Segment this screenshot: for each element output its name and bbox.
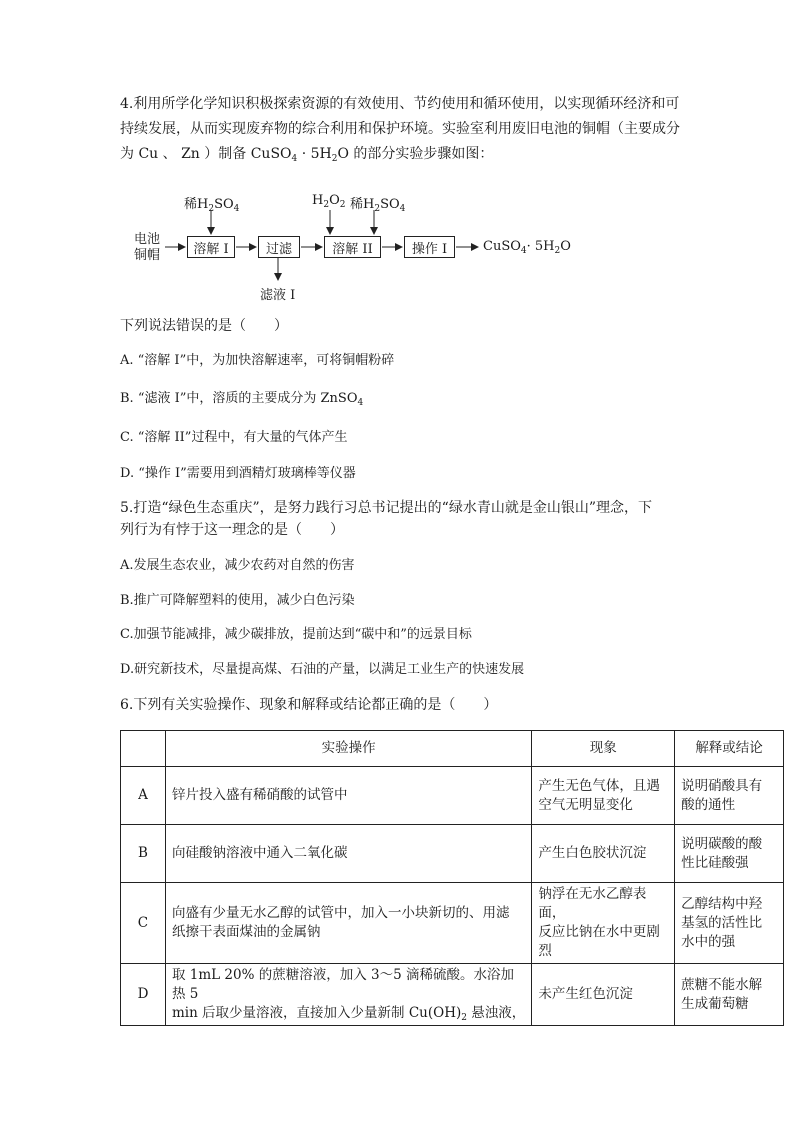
- row-operation: 锌片投入盛有稀硝酸的试管中: [165, 767, 531, 825]
- row-phenomenon: 未产生红色沉淀: [532, 964, 675, 1026]
- flow-start-label: 电池 铜帽: [134, 232, 161, 263]
- flow-step-operation-1: 操作 I: [404, 236, 455, 258]
- flow-reagent-h2o2: $H_2O_2$: [312, 193, 346, 210]
- flow-step-dissolve-2: 溶解 II: [324, 236, 381, 258]
- table-row: [121, 964, 784, 1026]
- row-conclusion: 蔗糖不能水解 生成葡萄糖: [675, 964, 784, 1026]
- q5-option-b: B.推广可降解塑料的使用，减少白色污染: [120, 593, 355, 608]
- flow-step-filter: 过滤: [258, 236, 300, 258]
- q6-experiment-table: [120, 730, 784, 1026]
- row-operation: 向硅酸钠溶液中通入二氧化碳: [165, 825, 531, 883]
- header-cell-phenomenon: 现象: [532, 731, 675, 767]
- q5-stem-line2: 列行为有悖于这一理念的是（ ）: [120, 522, 344, 538]
- table-row: [121, 883, 784, 964]
- header-cell-label: [121, 731, 166, 767]
- flow-reagent-dilute-sulfuric-2: 稀$H_2SO_4$: [350, 197, 406, 214]
- flow-filtrate-label: 滤液 I: [260, 288, 296, 303]
- row-conclusion: 说明硝酸具有 酸的通性: [675, 767, 784, 825]
- row-label: D: [121, 964, 166, 1026]
- q4-option-d: D. “操作 I”需要用到酒精灯玻璃棒等仪器: [120, 466, 356, 481]
- row-label: C: [121, 883, 166, 964]
- flow-product-label: CuSO$_4$· $5H_2O$: [483, 239, 571, 256]
- table-row: [121, 825, 784, 883]
- row-operation: 取 1mL 20% 的蔗糖溶液，加入 3～5 滴稀硫酸。水浴加热 5 min 后取少量溶液，直接加入少量新制 $Cu(OH)_2$ 悬浊液，: [165, 964, 531, 1026]
- table-row: [121, 767, 784, 825]
- row-phenomenon: 钠浮在无水乙醇表面， 反应比钠在水中更剧 烈: [532, 883, 675, 964]
- header-cell-operation: 实验操作: [165, 731, 531, 767]
- flow-arrows: [0, 0, 794, 320]
- table-header-row: [121, 731, 784, 767]
- q5-option-a: A.发展生态农业，减少农药对自然的伤害: [120, 558, 355, 573]
- row-phenomenon: 产生白色胶状沉淀: [532, 825, 675, 883]
- flow-reagent-dilute-sulfuric-1: 稀$H_2SO_4$: [184, 197, 240, 214]
- q4-option-b: B. “滤液 I”中，溶质的主要成分为 ZnSO$_4$: [120, 391, 364, 408]
- q4-question: 下列说法错误的是（ ）: [120, 318, 288, 334]
- q4-stem-line3: 为 Cu 、 Zn ）制备 CuSO$_4$ · $5H_2O$ 的部分实验步骤如图：: [120, 146, 494, 164]
- q4-stem-line1: 4.利用所学化学知识积极探索资源的有效使用、节约使用和循环使用，以实现循环经济和可: [120, 96, 680, 112]
- row-label: A: [121, 767, 166, 825]
- q5-option-d: D.研究新技术，尽量提高煤、石油的产量，以满足工业生产的快速发展: [120, 662, 525, 677]
- q4-stem-line2: 持续发展，从而实现废弃物的综合利用和保护环境。实验室利用废旧电池的铜帽（主要成分: [120, 121, 680, 137]
- q4-option-a: A. “溶解 I”中，为加快溶解速率，可将铜帽粉碎: [120, 353, 395, 368]
- header-cell-conclusion: 解释或结论: [675, 731, 784, 767]
- row-conclusion: 说明碳酸的酸 性比硅酸强: [675, 825, 784, 883]
- q6-stem: 6.下列有关实验操作、现象和解释或结论都正确的是（ ）: [120, 697, 498, 713]
- q5-option-c: C.加强节能减排，减少碳排放，提前达到“碳中和”的远景目标: [120, 627, 472, 642]
- row-operation: 向盛有少量无水乙醇的试管中，加入一小块新切的、用滤 纸擦干表面煤油的金属钠: [165, 883, 531, 964]
- q5-stem-line1: 5.打造“绿色生态重庆”，是努力践行习总书记提出的“绿水青山就是金山银山”理念，下: [120, 500, 652, 516]
- row-phenomenon: 产生无色气体，且遇 空气无明显变化: [532, 767, 675, 825]
- row-label: B: [121, 825, 166, 883]
- flow-step-dissolve-1: 溶解 I: [187, 236, 235, 258]
- row-conclusion: 乙醇结构中羟 基氢的活性比 水中的强: [675, 883, 784, 964]
- q4-option-c: C. “溶解 II”过程中，有大量的气体产生: [120, 430, 348, 445]
